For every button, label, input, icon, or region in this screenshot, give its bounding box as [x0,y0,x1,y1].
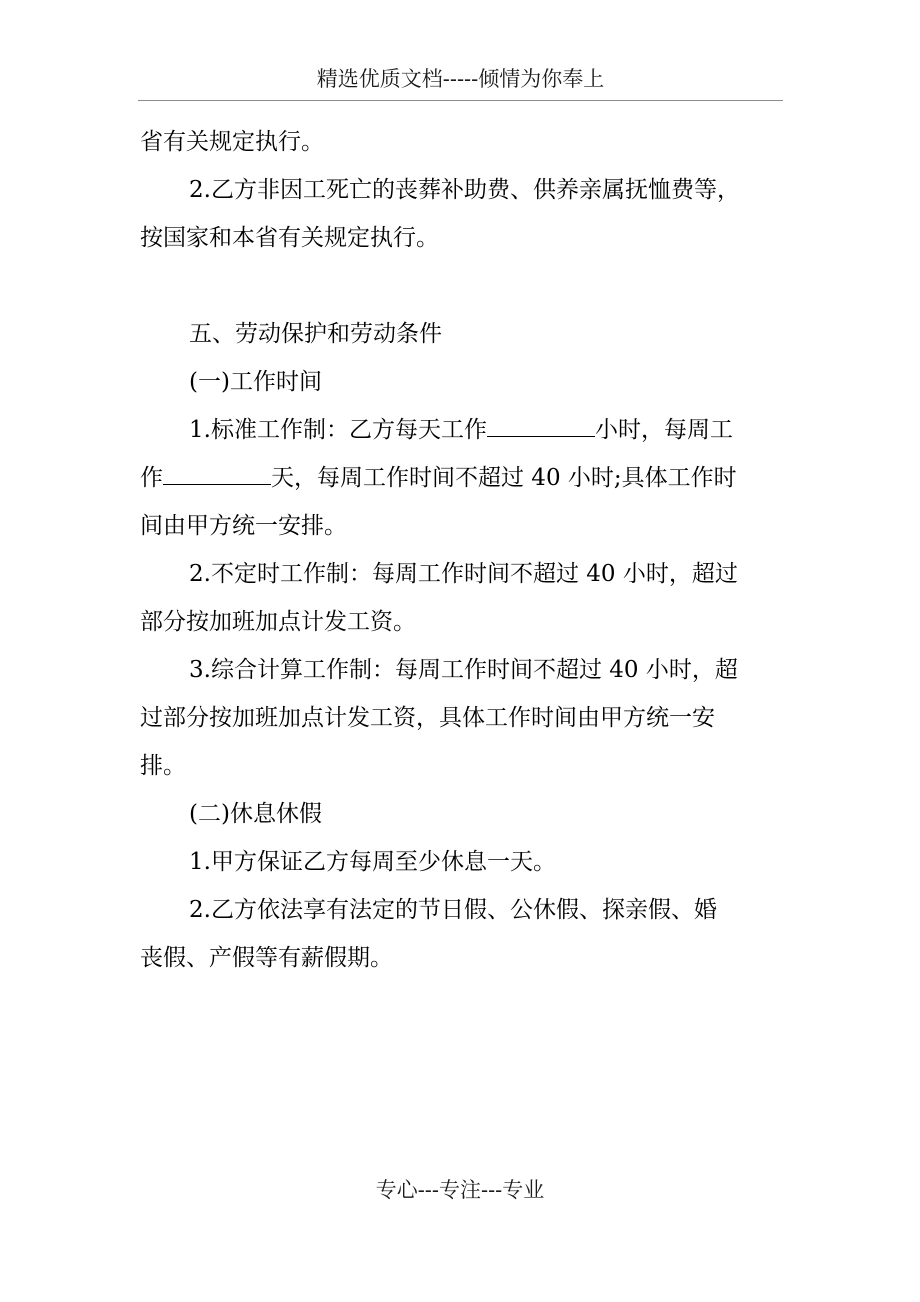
text-span: 天，每周工作时间不超过 40 小时;具体工作时 [271,465,737,491]
page-header [138,64,783,101]
paragraph-funeral-benefits [140,166,775,262]
paragraph-weekly-rest: 1.甲方保证乙方每周至少休息一天。 [189,849,556,875]
paragraph-comprehensive-hours [140,646,775,790]
paragraph-line: 部分按加班加点计发工资。 [140,609,416,635]
paragraph-line [140,454,775,502]
header-text: 精选优质文档-----倾情为你奉上 [316,67,605,91]
spacer [140,262,775,310]
document-body [140,118,775,982]
fill-in-blank-hours[interactable] [487,410,595,437]
paragraph-line: 2.乙方非因工死亡的丧葬补助费、供养亲属抚恤费等， [189,177,740,203]
paragraph-paid-leave [140,886,775,982]
paragraph-line: 2.乙方依法享有法定的节日假、公休假、探亲假、婚 [189,897,717,923]
page-footer [0,1175,920,1205]
paragraph-standard-hours [140,406,775,550]
paragraph-flexible-hours [140,550,775,646]
text-span: 作 [140,465,163,491]
paragraph-line [140,406,775,454]
paragraph-line: 间由甲方统一安排。 [140,513,347,539]
text-span: 小时，每周工 [594,417,733,443]
paragraph-line: 丧假、产假等有薪假期。 [140,945,393,971]
subsection-heading-working-hours: (一)工作时间 [189,369,322,395]
section-heading: 五、劳动保护和劳动条件 [189,321,442,347]
paragraph-continuation: 省有关规定执行。 [140,129,324,155]
text-span: 1.标准工作制：乙方每天工作 [189,417,487,443]
fill-in-blank-days[interactable] [163,458,271,485]
paragraph-line: 按国家和本省有关规定执行。 [140,225,439,251]
paragraph-line: 过部分按加班加点计发工资，具体工作时间由甲方统一安 [140,705,715,731]
footer-text: 专心---专注---专业 [375,1178,545,1202]
paragraph-line: 2.不定时工作制：每周工作时间不超过 40 小时，超过 [189,561,738,587]
paragraph-line: 3.综合计算工作制：每周工作时间不超过 40 小时，超 [189,657,738,683]
paragraph-line: 排。 [140,753,186,779]
subsection-heading-rest-leave: (二)休息休假 [189,801,322,827]
